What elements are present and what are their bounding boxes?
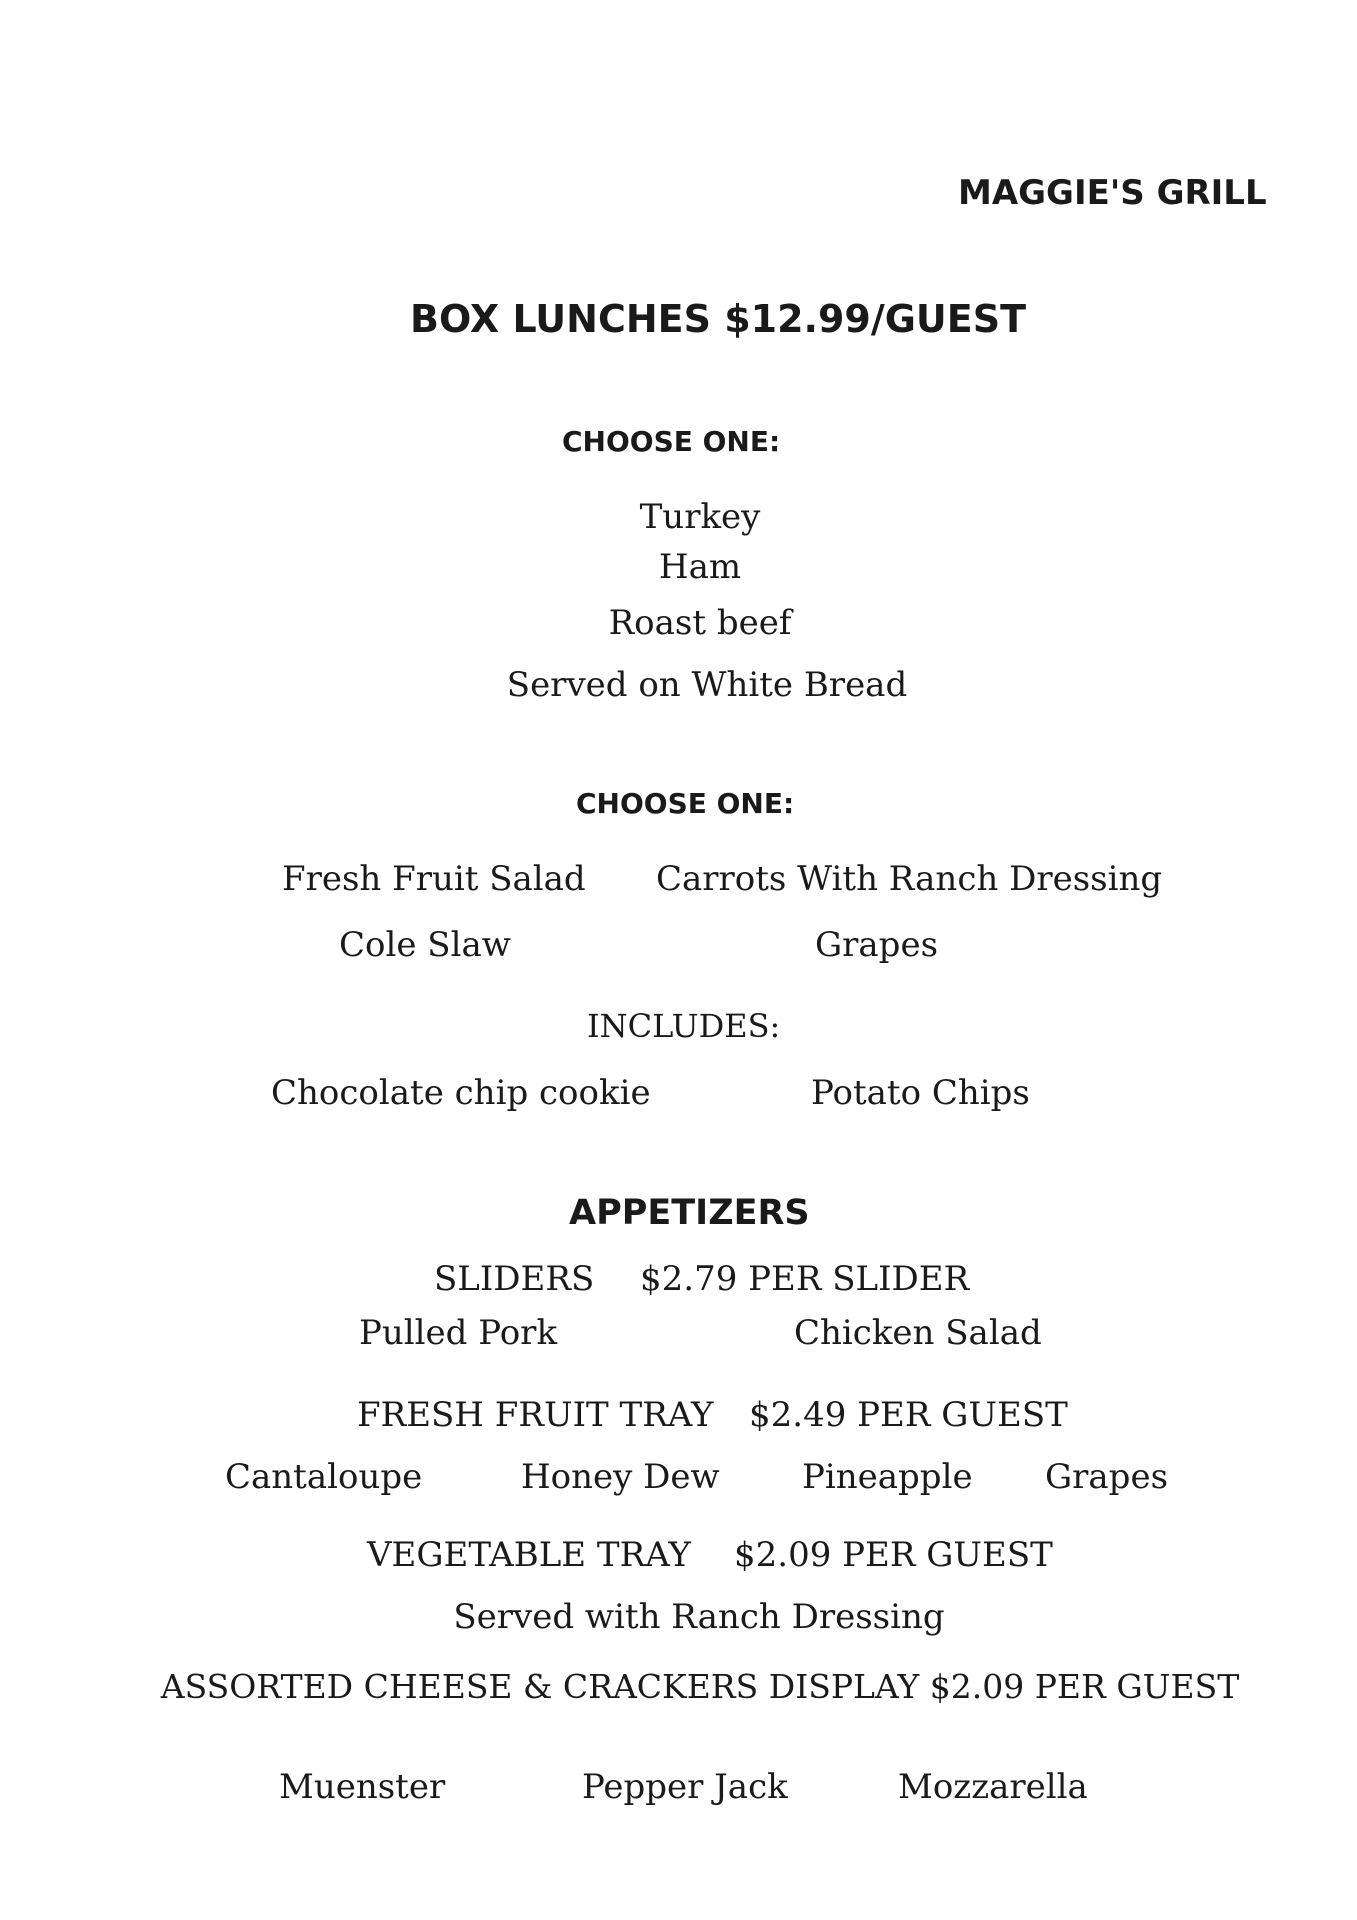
slider-option: Pulled Pork [359,1313,558,1353]
box-lunches-title: BOX LUNCHES $12.99/GUEST [410,297,1027,341]
sandwich-choice-heading: CHOOSE ONE: [562,425,781,458]
sliders-name: SLIDERS [434,1259,595,1299]
appetizers-title: APPETIZERS [569,1193,810,1233]
cheese-option: Pepper Jack [582,1767,788,1807]
sandwich-option: Turkey [639,497,761,537]
fruit-tray-price: $2.49 PER GUEST [749,1395,1068,1435]
cheese-option: Mozzarella [898,1767,1088,1807]
side-choice-heading: CHOOSE ONE: [576,787,795,820]
side-option: Fresh Fruit Salad [282,859,586,899]
sandwich-option: Ham [658,547,742,587]
sandwich-option: Roast beef [608,603,792,643]
includes-heading: INCLUDES: [587,1007,781,1045]
vegetable-tray-note: Served with Ranch Dressing [453,1597,945,1637]
cheese-display-line: ASSORTED CHEESE & CRACKERS DISPLAY $2.09 PER GUEST [160,1667,1240,1706]
included-item: Potato Chips [811,1073,1030,1113]
fruit-tray-item: Honey Dew [521,1457,720,1497]
restaurant-name: MAGGIE'S GRILL [958,173,1267,213]
fruit-tray-item: Grapes [1045,1457,1169,1497]
side-option: Grapes [815,925,939,965]
vegetable-tray-name: VEGETABLE TRAY [367,1535,691,1575]
side-option: Cole Slaw [339,925,511,965]
sandwich-note: Served on White Bread [506,665,908,705]
fruit-tray-item: Cantaloupe [225,1457,423,1497]
included-item: Chocolate chip cookie [271,1073,651,1113]
fruit-tray-name: FRESH FRUIT TRAY [357,1395,714,1435]
slider-option: Chicken Salad [794,1313,1042,1353]
fruit-tray-item: Pineapple [802,1457,973,1497]
vegetable-tray-price: $2.09 PER GUEST [734,1535,1053,1575]
side-option: Carrots With Ranch Dressing [656,859,1163,899]
sliders-price: $2.79 PER SLIDER [640,1259,970,1299]
cheese-option: Muenster [279,1767,446,1807]
